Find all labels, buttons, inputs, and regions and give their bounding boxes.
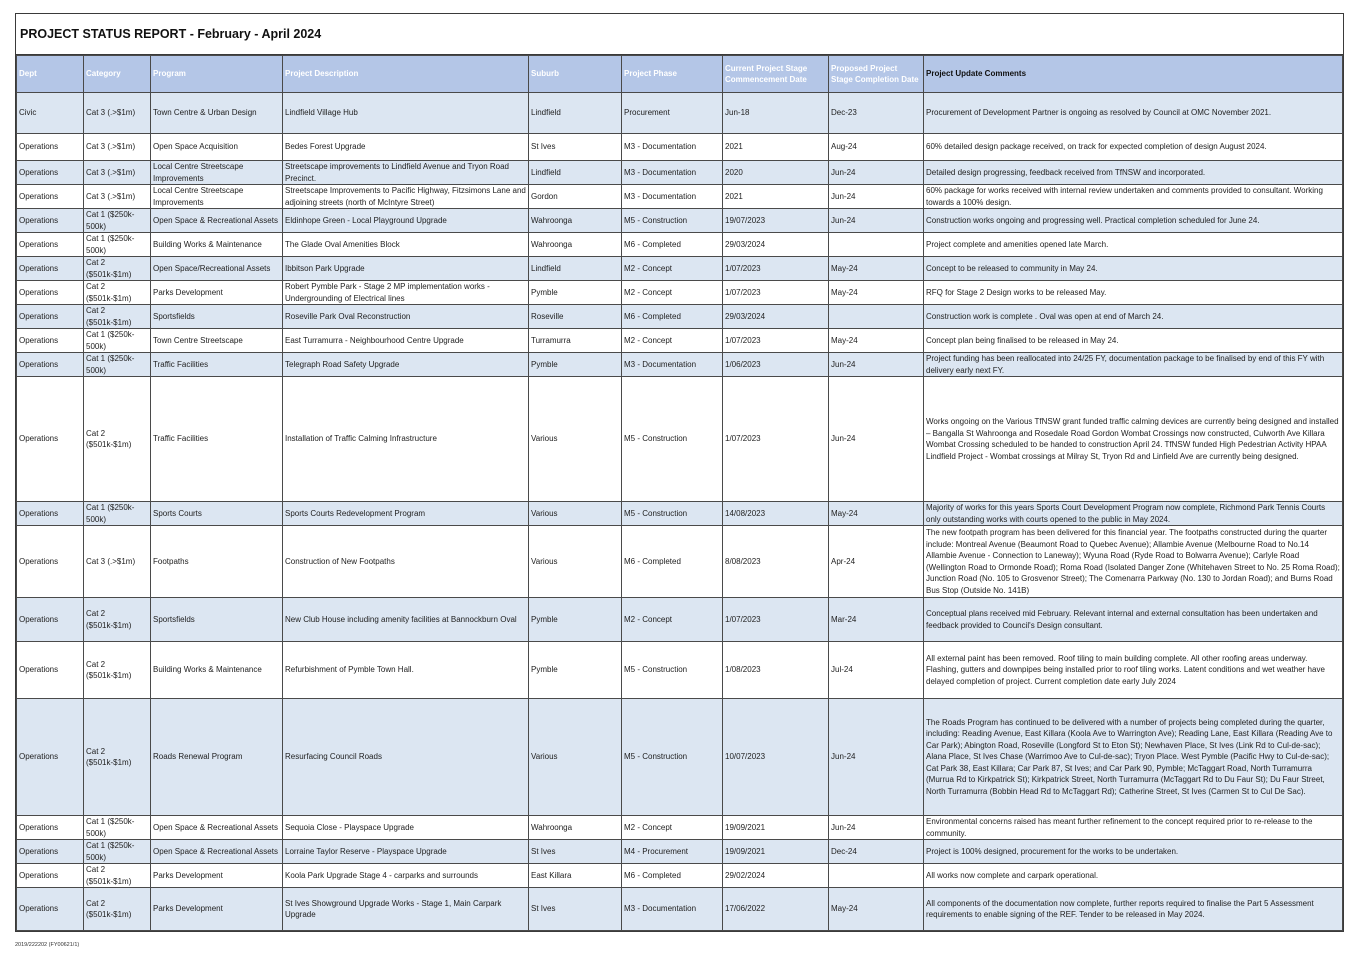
description-cell: Construction of New Footpaths: [283, 526, 529, 598]
table-row: [17, 134, 1343, 161]
program-cell: Parks Development: [151, 888, 283, 931]
comments-cell: The Roads Program has continued to be delivered with a number of projects being completed during the quarter, including: Reading Avenue, East Killara (Koola Ave to Warrington Ave); Reading Lane, East Killara (Reading Ave to Car Park); Abington Road, Roseville (Longford St to Eton St); Newhaven Place, St Ives (Link Rd to Cul-de-sac); Alana Place, St Ives Chase (Warrimoo Ave to Cul-de-sac); Tryon Place. West Pymble (Pacific Hwy to Cul-de-sac); Cat Park 38, East Killara; Car Park 87, St Ives; and Car Park 90, Pymble; McTaggart Road, North Turramurra (Murrua Rd to Kirkpatrick St); Kirkpatrick Street, North Turramurra (McTaggart Rd to Du Faur St); Du Faur Street, North Turramurra (Bobbin Head Rd to McTaggart Rd); Catherine Street, St Ives (Carmen St to Cul De Sac).: [924, 699, 1343, 816]
commencement-cell: 19/09/2021: [723, 840, 829, 864]
dept-cell: Operations: [17, 329, 84, 353]
description-cell: Streetscape improvements to Lindfield Avenue and Tryon Road Precinct.: [283, 161, 529, 185]
suburb-cell: St Ives: [529, 134, 622, 161]
suburb-cell: Various: [529, 502, 622, 526]
comments-cell: Project funding has been reallocated into 24/25 FY, documentation package to be finalised by end of this FY with delivery early next FY.: [924, 353, 1343, 377]
category-cell: Cat 3 (.>$1m): [84, 134, 151, 161]
program-cell: Open Space & Recreational Assets: [151, 840, 283, 864]
suburb-cell: Various: [529, 526, 622, 598]
commencement-cell: 1/07/2023: [723, 329, 829, 353]
dept-cell: Operations: [17, 161, 84, 185]
category-cell: Cat 1 ($250k-500k): [84, 840, 151, 864]
suburb-cell: Gordon: [529, 185, 622, 209]
dept-cell: Operations: [17, 185, 84, 209]
phase-cell: Procurement: [622, 93, 723, 134]
dept-cell: Operations: [17, 502, 84, 526]
phase-cell: M4 - Procurement: [622, 840, 723, 864]
comments-cell: RFQ for Stage 2 Design works to be released May.: [924, 281, 1343, 305]
description-cell: Sequoia Close - Playspace Upgrade: [283, 816, 529, 840]
commencement-cell: 29/03/2024: [723, 233, 829, 257]
status-report-table-container: [15, 13, 1344, 932]
suburb-cell: Various: [529, 699, 622, 816]
table-row: [17, 377, 1343, 502]
program-cell: Traffic Facilities: [151, 377, 283, 502]
completion-cell: Jun-24: [829, 209, 924, 233]
phase-cell: M3 - Documentation: [622, 353, 723, 377]
category-cell: Cat 2 ($501k-$1m): [84, 699, 151, 816]
suburb-cell: Wahroonga: [529, 209, 622, 233]
phase-cell: M5 - Construction: [622, 699, 723, 816]
suburb-cell: Lindfield: [529, 161, 622, 185]
table-row: [17, 257, 1343, 281]
phase-cell: M2 - Concept: [622, 257, 723, 281]
completion-cell: Jun-24: [829, 816, 924, 840]
description-cell: Refurbishment of Pymble Town Hall.: [283, 642, 529, 699]
comments-cell: Conceptual plans received mid February. Relevant internal and external consultation has been undertaken and feedback provided to Council's Design consultant.: [924, 598, 1343, 642]
phase-cell: M2 - Concept: [622, 329, 723, 353]
comments-cell: 60% package for works received with internal review undertaken and comments provided to consultant. Working towards a 100% design.: [924, 185, 1343, 209]
category-cell: Cat 3 (.>$1m): [84, 185, 151, 209]
category-cell: Cat 3 (.>$1m): [84, 161, 151, 185]
phase-cell: M2 - Concept: [622, 816, 723, 840]
program-cell: Footpaths: [151, 526, 283, 598]
report-title: PROJECT STATUS REPORT - February - April 2024: [16, 14, 1343, 55]
description-cell: Robert Pymble Park - Stage 2 MP implementation works - Undergrounding of Electrical lines: [283, 281, 529, 305]
suburb-cell: Various: [529, 377, 622, 502]
phase-cell: M6 - Completed: [622, 526, 723, 598]
phase-cell: M5 - Construction: [622, 502, 723, 526]
header-category: Category: [84, 56, 151, 93]
description-cell: Lorraine Taylor Reserve - Playspace Upgrade: [283, 840, 529, 864]
phase-cell: M6 - Completed: [622, 305, 723, 329]
header-commencement-date: Current Project Stage Commencement Date: [723, 56, 829, 93]
category-cell: Cat 2 ($501k-$1m): [84, 305, 151, 329]
completion-cell: Apr-24: [829, 526, 924, 598]
suburb-cell: St Ives: [529, 840, 622, 864]
completion-cell: [829, 864, 924, 888]
dept-cell: Operations: [17, 840, 84, 864]
program-cell: Sports Courts: [151, 502, 283, 526]
description-cell: Resurfacing Council Roads: [283, 699, 529, 816]
description-cell: Telegraph Road Safety Upgrade: [283, 353, 529, 377]
commencement-cell: 17/06/2022: [723, 888, 829, 931]
comments-cell: Construction work is complete . Oval was open at end of March 24.: [924, 305, 1343, 329]
header-project-phase: Project Phase: [622, 56, 723, 93]
description-cell: Ibbitson Park Upgrade: [283, 257, 529, 281]
header-program: Program: [151, 56, 283, 93]
category-cell: Cat 3 (.>$1m): [84, 526, 151, 598]
description-cell: Sports Courts Redevelopment Program: [283, 502, 529, 526]
table-row: [17, 305, 1343, 329]
document-reference: 2019/222202 (FY00621/1): [15, 942, 80, 948]
dept-cell: Civic: [17, 93, 84, 134]
category-cell: Cat 2 ($501k-$1m): [84, 281, 151, 305]
commencement-cell: 8/08/2023: [723, 526, 829, 598]
category-cell: Cat 2 ($501k-$1m): [84, 888, 151, 931]
suburb-cell: Pymble: [529, 598, 622, 642]
description-cell: Eldinhope Green - Local Playground Upgrade: [283, 209, 529, 233]
header-suburb: Suburb: [529, 56, 622, 93]
completion-cell: Dec-24: [829, 840, 924, 864]
completion-cell: May-24: [829, 329, 924, 353]
dept-cell: Operations: [17, 233, 84, 257]
dept-cell: Operations: [17, 598, 84, 642]
category-cell: Cat 1 ($250k-500k): [84, 209, 151, 233]
table-row: [17, 353, 1343, 377]
category-cell: Cat 1 ($250k-500k): [84, 329, 151, 353]
commencement-cell: 1/06/2023: [723, 353, 829, 377]
table-row: [17, 329, 1343, 353]
comments-cell: Majority of works for this years Sports Court Development Program now complete, Richmond Park Tennis Courts only outstanding works with courts opened to the public in May 2024.: [924, 502, 1343, 526]
header-update-comments: Project Update Comments: [924, 56, 1343, 93]
suburb-cell: Pymble: [529, 642, 622, 699]
commencement-cell: 1/07/2023: [723, 598, 829, 642]
category-cell: Cat 1 ($250k-500k): [84, 502, 151, 526]
header-dept: Dept: [17, 56, 84, 93]
dept-cell: Operations: [17, 281, 84, 305]
dept-cell: Operations: [17, 888, 84, 931]
category-cell: Cat 2 ($501k-$1m): [84, 642, 151, 699]
description-cell: The Glade Oval Amenities Block: [283, 233, 529, 257]
phase-cell: M6 - Completed: [622, 864, 723, 888]
program-cell: Open Space & Recreational Assets: [151, 816, 283, 840]
table-row: [17, 816, 1343, 840]
commencement-cell: Jun-18: [723, 93, 829, 134]
comments-cell: Procurement of Development Partner is ongoing as resolved by Council at OMC November 2021.: [924, 93, 1343, 134]
phase-cell: M3 - Documentation: [622, 185, 723, 209]
commencement-cell: 10/07/2023: [723, 699, 829, 816]
dept-cell: Operations: [17, 642, 84, 699]
program-cell: Building Works & Maintenance: [151, 233, 283, 257]
table-row: [17, 502, 1343, 526]
table-row: [17, 864, 1343, 888]
completion-cell: Dec-23: [829, 93, 924, 134]
dept-cell: Operations: [17, 305, 84, 329]
table-row: [17, 185, 1343, 209]
dept-cell: Operations: [17, 134, 84, 161]
commencement-cell: 2021: [723, 185, 829, 209]
comments-cell: All components of the documentation now complete, further reports required to finalise the Part 5 Assessment requirements to enable signing of the REF. Tender to be released in May 2024.: [924, 888, 1343, 931]
commencement-cell: 1/08/2023: [723, 642, 829, 699]
dept-cell: Operations: [17, 816, 84, 840]
description-cell: Koola Park Upgrade Stage 4 - carparks and surrounds: [283, 864, 529, 888]
commencement-cell: 2020: [723, 161, 829, 185]
dept-cell: Operations: [17, 864, 84, 888]
commencement-cell: 1/07/2023: [723, 377, 829, 502]
header-completion-date: Proposed Project Stage Completion Date: [829, 56, 924, 93]
commencement-cell: 19/09/2021: [723, 816, 829, 840]
dept-cell: Operations: [17, 699, 84, 816]
program-cell: Sportsfields: [151, 598, 283, 642]
completion-cell: [829, 305, 924, 329]
table-body: [17, 93, 1343, 931]
table-row: [17, 699, 1343, 816]
phase-cell: M2 - Concept: [622, 598, 723, 642]
comments-cell: Project is 100% designed, procurement for the works to be undertaken.: [924, 840, 1343, 864]
suburb-cell: Lindfield: [529, 257, 622, 281]
description-cell: Streetscape Improvements to Pacific Highway, Fitzsimons Lane and adjoining streets (north of McIntyre Street): [283, 185, 529, 209]
completion-cell: Jul-24: [829, 642, 924, 699]
dept-cell: Operations: [17, 526, 84, 598]
phase-cell: M5 - Construction: [622, 209, 723, 233]
phase-cell: M5 - Construction: [622, 377, 723, 502]
dept-cell: Operations: [17, 209, 84, 233]
comments-cell: 60% detailed design package received, on track for expected completion of design August 2024.: [924, 134, 1343, 161]
completion-cell: Jun-24: [829, 161, 924, 185]
suburb-cell: Wahroonga: [529, 816, 622, 840]
program-cell: Open Space/Recreational Assets: [151, 257, 283, 281]
category-cell: Cat 2 ($501k-$1m): [84, 257, 151, 281]
program-cell: Local Centre Streetscape Improvements: [151, 185, 283, 209]
completion-cell: May-24: [829, 502, 924, 526]
program-cell: Town Centre & Urban Design: [151, 93, 283, 134]
table-row: [17, 888, 1343, 931]
phase-cell: M5 - Construction: [622, 642, 723, 699]
suburb-cell: Roseville: [529, 305, 622, 329]
suburb-cell: Lindfield: [529, 93, 622, 134]
suburb-cell: St Ives: [529, 888, 622, 931]
completion-cell: Jun-24: [829, 353, 924, 377]
program-cell: Roads Renewal Program: [151, 699, 283, 816]
comments-cell: All external paint has been removed. Roof tiling to main building complete. All other roofing areas underway. Flashing, gutters and downpipes being installed prior to roof tiling works. Latent conditions and wet weather have delayed completion of project. Current completion date early July 2024: [924, 642, 1343, 699]
table-row: [17, 840, 1343, 864]
commencement-cell: 19/07/2023: [723, 209, 829, 233]
completion-cell: May-24: [829, 281, 924, 305]
suburb-cell: Pymble: [529, 281, 622, 305]
phase-cell: M3 - Documentation: [622, 161, 723, 185]
table-row: [17, 281, 1343, 305]
description-cell: Installation of Traffic Calming Infrastructure: [283, 377, 529, 502]
program-cell: Building Works & Maintenance: [151, 642, 283, 699]
completion-cell: May-24: [829, 257, 924, 281]
category-cell: Cat 2 ($501k-$1m): [84, 864, 151, 888]
program-cell: Traffic Facilities: [151, 353, 283, 377]
completion-cell: [829, 233, 924, 257]
comments-cell: Concept plan being finalised to be released in May 24.: [924, 329, 1343, 353]
table-row: [17, 233, 1343, 257]
program-cell: Parks Development: [151, 281, 283, 305]
commencement-cell: 29/03/2024: [723, 305, 829, 329]
category-cell: Cat 2 ($501k-$1m): [84, 377, 151, 502]
category-cell: Cat 2 ($501k-$1m): [84, 598, 151, 642]
table-row: [17, 598, 1343, 642]
table-row: [17, 93, 1343, 134]
comments-cell: Concept to be released to community in May 24.: [924, 257, 1343, 281]
comments-cell: Environmental concerns raised has meant further refinement to the concept required prior to re-release to the community.: [924, 816, 1343, 840]
commencement-cell: 1/07/2023: [723, 281, 829, 305]
description-cell: Lindfield Village Hub: [283, 93, 529, 134]
completion-cell: Mar-24: [829, 598, 924, 642]
commencement-cell: 14/08/2023: [723, 502, 829, 526]
program-cell: Sportsfields: [151, 305, 283, 329]
category-cell: Cat 1 ($250k-500k): [84, 233, 151, 257]
phase-cell: M6 - Completed: [622, 233, 723, 257]
table-row: [17, 526, 1343, 598]
suburb-cell: East Killara: [529, 864, 622, 888]
suburb-cell: Wahroonga: [529, 233, 622, 257]
commencement-cell: 2021: [723, 134, 829, 161]
completion-cell: Aug-24: [829, 134, 924, 161]
program-cell: Open Space Acquisition: [151, 134, 283, 161]
phase-cell: M3 - Documentation: [622, 134, 723, 161]
phase-cell: M2 - Concept: [622, 281, 723, 305]
table-row: [17, 209, 1343, 233]
suburb-cell: Turramurra: [529, 329, 622, 353]
program-cell: Local Centre Streetscape Improvements: [151, 161, 283, 185]
completion-cell: May-24: [829, 888, 924, 931]
dept-cell: Operations: [17, 257, 84, 281]
table-row: [17, 161, 1343, 185]
table-header-row: [17, 56, 1343, 93]
category-cell: Cat 3 (.>$1m): [84, 93, 151, 134]
table-row: [17, 642, 1343, 699]
program-cell: Parks Development: [151, 864, 283, 888]
commencement-cell: 1/07/2023: [723, 257, 829, 281]
description-cell: Bedes Forest Upgrade: [283, 134, 529, 161]
comments-cell: Works ongoing on the Various TfNSW grant funded traffic calming devices are currently being designed and installed – Bangalla St Wahroonga and Rosedale Road Gordon Wombat Crossings now constructed, Culworth Ave Killara Wombat Crossing scheduled to be handed to construction April 24. TfNSW funded High Pedestrian Activity HPAA Lindfield Project - Wombat crossings at Milray St, Tryon Rd and Linfield Ave are currently being designed.: [924, 377, 1343, 502]
phase-cell: M3 - Documentation: [622, 888, 723, 931]
category-cell: Cat 1 ($250k-500k): [84, 353, 151, 377]
program-cell: Town Centre Streetscape: [151, 329, 283, 353]
comments-cell: Detailed design progressing, feedback received from TfNSW and incorporated.: [924, 161, 1343, 185]
project-status-table: [16, 55, 1343, 931]
comments-cell: Construction works ongoing and progressing well. Practical completion scheduled for June 24.: [924, 209, 1343, 233]
completion-cell: Jun-24: [829, 699, 924, 816]
program-cell: Open Space & Recreational Assets: [151, 209, 283, 233]
description-cell: Roseville Park Oval Reconstruction: [283, 305, 529, 329]
header-project-description: Project Description: [283, 56, 529, 93]
comments-cell: Project complete and amenities opened late March.: [924, 233, 1343, 257]
category-cell: Cat 1 ($250k-500k): [84, 816, 151, 840]
completion-cell: Jun-24: [829, 185, 924, 209]
dept-cell: Operations: [17, 377, 84, 502]
dept-cell: Operations: [17, 353, 84, 377]
description-cell: New Club House including amenity facilities at Bannockburn Oval: [283, 598, 529, 642]
comments-cell: The new footpath program has been delivered for this financial year. The footpaths constructed during the quarter include: Montreal Avenue (Beaumont Road to Quebec Avenue); Allambie Avenue (Melbourne Road to No.14 Allambie Avenue - Connection to Laneway); Wyuna Road (Ryde Road to Bolwarra Avenue); Carlyle Road (Wellington Road to Ormonde Road); Roma Road (Isolated Danger Zone (Whitehaven Street to No. 25 Roma Road); Junction Road (No. 105 to Grosvenor Street); The Comenarra Parkway (No. 130 to Jordan Road); and Burns Road Bus Stop (Outside No. 141B): [924, 526, 1343, 598]
comments-cell: All works now complete and carpark operational.: [924, 864, 1343, 888]
commencement-cell: 29/02/2024: [723, 864, 829, 888]
suburb-cell: Pymble: [529, 353, 622, 377]
completion-cell: Jun-24: [829, 377, 924, 502]
description-cell: East Turramurra - Neighbourhood Centre Upgrade: [283, 329, 529, 353]
description-cell: St Ives Showground Upgrade Works - Stage 1, Main Carpark Upgrade: [283, 888, 529, 931]
